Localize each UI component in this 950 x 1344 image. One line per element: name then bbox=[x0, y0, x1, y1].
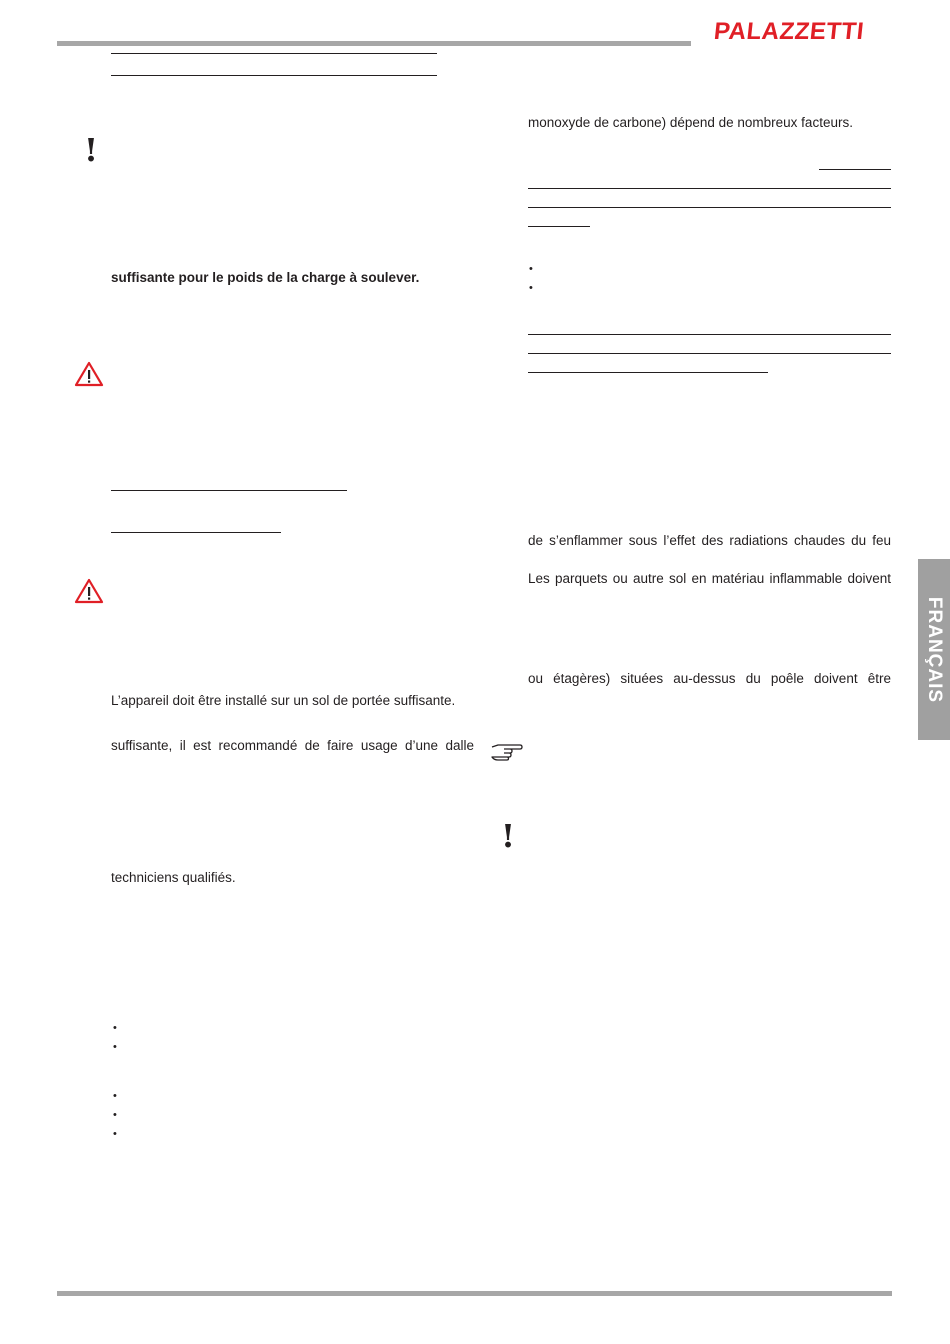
underline-rule bbox=[528, 226, 590, 227]
language-tab bbox=[918, 559, 950, 740]
underline-rule bbox=[819, 169, 891, 170]
brand-logo: PALAZZETTI bbox=[712, 18, 866, 45]
warning-triangle-icon bbox=[74, 361, 104, 387]
underline-rule bbox=[111, 53, 437, 54]
parquet-text: Les parquets ou autre sol en matériau inflammable doivent bbox=[528, 571, 891, 586]
underline-rule bbox=[111, 490, 347, 491]
underline-rule bbox=[528, 207, 891, 208]
slab-text: suffisante, il est recommandé de faire usage d’une dalle bbox=[111, 738, 474, 753]
bullet: • bbox=[113, 1041, 117, 1053]
pointing-hand-icon bbox=[490, 741, 524, 761]
bullet: • bbox=[529, 282, 533, 294]
underline-rule bbox=[528, 334, 891, 335]
exclamation-icon: ! bbox=[84, 131, 99, 169]
monoxide-text: monoxyde de carbone) dépend de nombreux facteurs. bbox=[528, 115, 853, 130]
header-bar bbox=[57, 41, 691, 46]
underline-rule bbox=[528, 372, 768, 373]
warning-triangle-icon bbox=[74, 578, 104, 604]
shelves-text: ou étagères) situées au-dessus du poêle doivent être bbox=[528, 671, 891, 686]
technicians-text: techniciens qualifiés. bbox=[111, 870, 236, 885]
floor-text: L’appareil doit être installé sur un sol de portée suffisante. bbox=[111, 693, 456, 708]
bullet: • bbox=[529, 263, 533, 275]
underline-rule bbox=[528, 188, 891, 189]
bullet: • bbox=[113, 1128, 117, 1140]
bold-load-text: suffisante pour le poids de la charge à soulever. bbox=[111, 270, 420, 285]
language-tab-label: FRANÇAIS bbox=[924, 596, 945, 703]
footer-bar bbox=[57, 1291, 892, 1296]
bullet: • bbox=[113, 1090, 117, 1102]
exclamation-icon: ! bbox=[501, 817, 516, 855]
underline-rule bbox=[111, 75, 437, 76]
underline-rule bbox=[528, 353, 891, 354]
bullet: • bbox=[113, 1109, 117, 1121]
bullet: • bbox=[113, 1022, 117, 1034]
underline-rule bbox=[111, 532, 281, 533]
ignite-text: de s’enflammer sous l’effet des radiations chaudes du feu bbox=[528, 533, 891, 548]
